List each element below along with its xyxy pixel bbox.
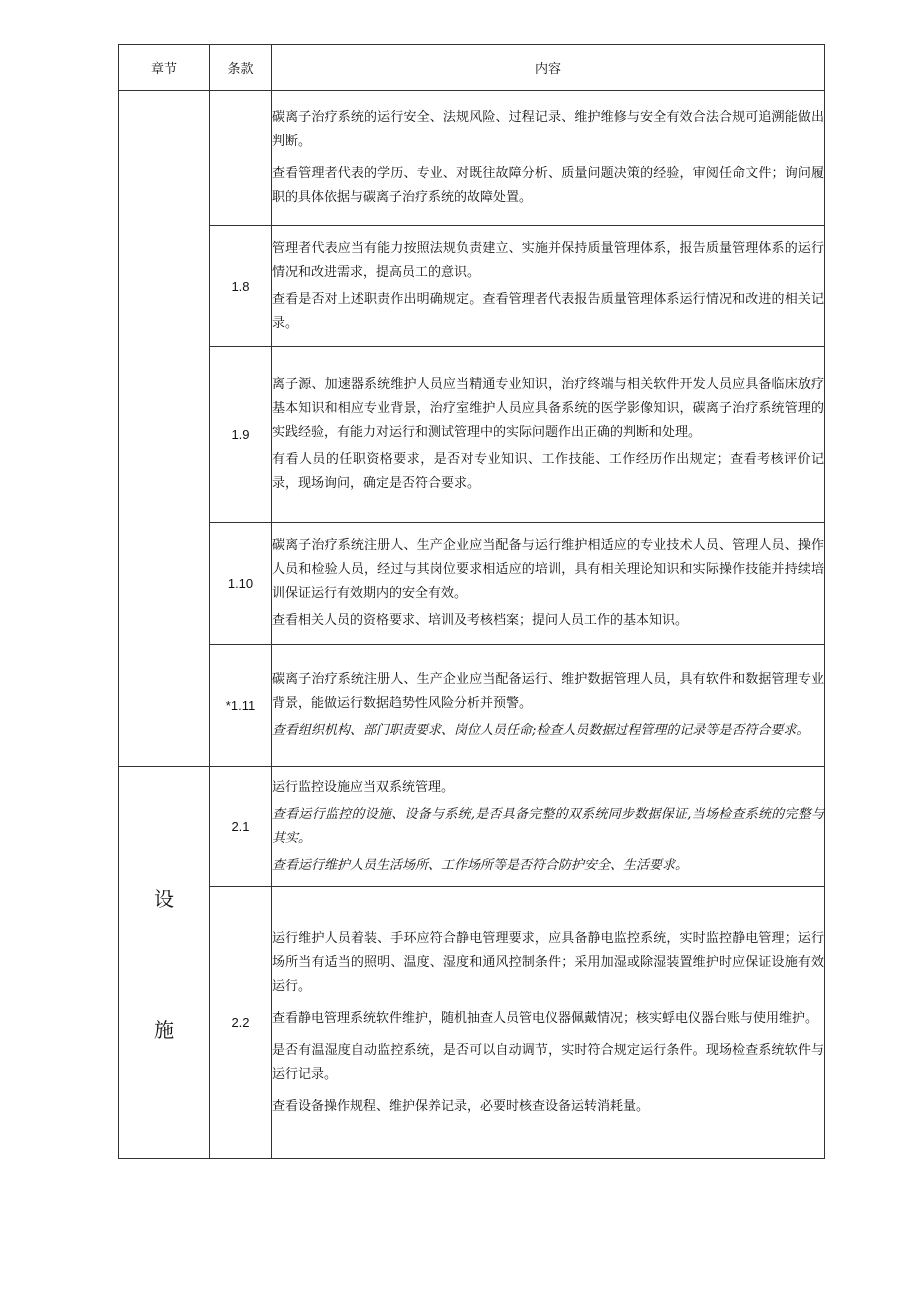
- content-paragraph: 有看人员的任职资格要求，是否对专业知识、工作技能、工作经历作出规定；查看考核评价记录，现场询问，确定是否符合要求。: [272, 452, 824, 491]
- content-cell: [272, 226, 825, 347]
- content-paragraph: 查看设备操作规程、维护保养记录，必要时核查设备运转消耗量。: [272, 1098, 650, 1114]
- content-paragraph: 查看静电管理系统软件维护，随机抽查人员管电仪器佩戴情况；核实蜉电仪器台账与使用维护。: [272, 1010, 819, 1026]
- header-chapter: 章节: [119, 45, 210, 91]
- table-row: [119, 226, 825, 347]
- requirements-table: [118, 44, 825, 1159]
- content-paragraph: 查看组织机构、部门职责要求、岗位人员任命;检查人员数据过程管理的记录等是否符合要求。: [272, 723, 810, 738]
- table-row: [119, 887, 825, 1159]
- clause-cell: [210, 91, 272, 226]
- content-cell: [272, 523, 825, 645]
- header-clause: 条款: [210, 45, 272, 91]
- content-paragraph: 运行监控设施应当双系统管理。: [272, 779, 455, 795]
- content-paragraph: 查看相关人员的资格要求、培训及考核档案；提问人员工作的基本知识。: [272, 613, 689, 628]
- table-row: [119, 767, 825, 887]
- content-paragraph: 查看管理者代表的学历、专业、对既往故障分析、质量问题决策的经验，审阅任命文件；询问履职的具体依据与碳离子治疗系统的故障处置。: [272, 166, 824, 205]
- content-paragraph: 管理者代表应当有能力按照法规负责建立、实施并保持质量管理体系，报告质量管理体系的运行情况和改进需求，提高员工的意识。: [272, 240, 824, 280]
- table-row: [119, 91, 825, 226]
- content-cell: [272, 767, 825, 887]
- content-cell: [272, 887, 825, 1159]
- content-paragraph: 是否有温湿度自动监控系统，是否可以自动调节，实时符合规定运行条件。现场检查系统软件与运行记录。: [272, 1042, 824, 1082]
- content-paragraph: 查看运行监控的设施、设备与系统,是否具备完整的双系统同步数据保证,当场检查系统的完整与其实。: [272, 806, 824, 846]
- section-cell-2: [119, 767, 210, 1159]
- content-paragraph: 离子源、加速器系统维护人员应当精通专业知识，治疗终端与相关软件开发人员应具备临床放疗基本知识和相应专业背景，治疗室维护人员应具备系统的医学影像知识，碳离子治疗系统管理的实践经验，有能力对运行和测试管理中的实际问题作出正确的判断和处理。: [272, 377, 824, 440]
- table-row: [119, 523, 825, 645]
- table-row: [119, 645, 825, 767]
- content-cell: [272, 645, 825, 767]
- clause-cell: 2.1: [210, 767, 272, 887]
- clause-cell: *1.11: [210, 645, 272, 767]
- clause-cell: 2.2: [210, 887, 272, 1159]
- section-cell-1: [119, 91, 210, 767]
- content-paragraph: 碳离子治疗系统的运行安全、法规风险、过程记录、维护维修与安全有效合法合规可追溯能做出判断。: [272, 110, 824, 149]
- content-paragraph: 碳离子治疗系统注册人、生产企业应当配备运行、维护数据管理人员，具有软件和数据管理专业背景，能做运行数据趋势性风险分析并预警。: [272, 672, 824, 711]
- content-paragraph: 查看是否对上述职责作出明确规定。查看管理者代表报告质量管理体系运行情况和改进的相关记录。: [272, 291, 824, 331]
- clause-cell: 1.9: [210, 347, 272, 523]
- header-row: [119, 45, 825, 91]
- header-content: 内容: [272, 45, 825, 91]
- content-paragraph: 查看运行维护人员生活场所、工作场所等是否符合防护安全、生活要求。: [272, 857, 689, 873]
- section-label-char: 设: [154, 886, 174, 911]
- clause-cell: 1.8: [210, 226, 272, 347]
- section-label-char: 施: [154, 1017, 174, 1042]
- content-cell: [272, 347, 825, 523]
- content-cell: [272, 91, 825, 226]
- table-row: [119, 347, 825, 523]
- clause-cell: 1.10: [210, 523, 272, 645]
- content-paragraph: 碳离子治疗系统注册人、生产企业应当配备与运行维护相适应的专业技术人员、管理人员、操作人员和检验人员，经过与其岗位要求相适应的培训，具有相关理论知识和实际操作技能并持续培训保证运行有效期内的安全有效。: [272, 538, 824, 601]
- content-paragraph: 运行维护人员着装、手环应符合静电管理要求，应具备静电监控系统，实时监控静电管理；运行场所当有适当的照明、温度、湿度和通风控制条件；采用加湿或除湿装置维护时应保证设施有效运行。: [272, 930, 824, 994]
